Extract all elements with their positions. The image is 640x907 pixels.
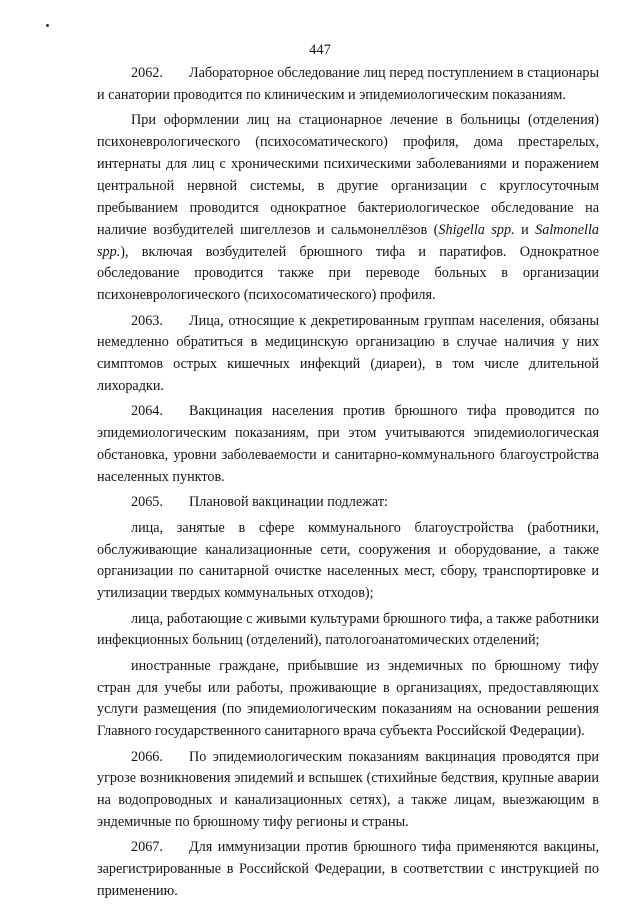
clause-number: 2063.: [131, 312, 163, 329]
italic-term-salmonella: Salmonella spp.: [97, 221, 599, 260]
clause-number: 2066.: [131, 748, 163, 765]
paragraph-text: лица, занятые в сфере коммунального благоустройства (работники, обслуживающие канализационные сети, сооружения и оборудование, а также организации по санитарной очистке населенных мест, сбору, транспортировке и утилизации твердых коммунальных отходов);: [97, 519, 599, 602]
clause-number: 2062.: [131, 65, 163, 81]
paragraph-text: лица, работающие с живыми культурами брюшного тифа, а также работники инфекционных больниц (отделений), патологоанатомических отделений;: [97, 610, 599, 649]
paragraph-2062-admission: [97, 110, 599, 307]
list-item-communal-workers: [97, 518, 599, 606]
paragraph-text: Вакцинация населения против брюшного тифа проводится по эпидемиологическим показаниям, при этом учитываются эпидемиологическая обстановка, уровни заболеваемости и санитарно-коммунального благоустройства населенных пунктов.: [97, 403, 599, 486]
italic-term-shigella: Shigella spp.: [438, 221, 515, 238]
paragraph-2064: [97, 401, 599, 489]
paragraph-text: Лица, относящие к декретированным группам населения, обязаны немедленно обратиться в медицинскую организацию в случае наличия у них симптомов острых кишечных инфекций (диареи), в том числе длительной лихорадки.: [97, 312, 599, 395]
paragraph-text-mid: и: [514, 221, 536, 238]
clause-number: 2067.: [131, 839, 163, 856]
list-item-foreign-citizens: [97, 656, 599, 744]
paragraph-2067: [97, 837, 599, 903]
paragraph-text: При оформлении лиц на стационарное лечение в больницы (отделения) психоневрологического (психосоматического) профиля, дома престарелых, интернаты для лиц с хроническими психическими заболеваниями и поражением центральной нервной системы, в другие организации с круглосуточным пребыванием проводится однократное бактериологическое обследование на наличие возбудителей шигеллезов и сальмонеллёзов (: [97, 112, 599, 238]
paragraph-2062: [97, 63, 599, 107]
paragraph-text: Плановой вакцинации подлежат:: [189, 494, 388, 511]
paragraph-text: По эпидемиологическим показаниям вакцинация проводятся при угрозе возникновения эпидемий и вспышек (стихийные бедствия, крупные аварии на водопроводных и канализационных сетях), а также лицам, выезжающим в эндемичные по брюшному тифу регионы и страны.: [97, 748, 599, 831]
paragraph-2065: [97, 492, 599, 514]
list-item-lab-workers: [97, 609, 599, 653]
paragraph-text-tail: ), включая возбудителей брюшного тифа и паратифов. Однократное обследование проводится также при переводе больных в организации психоневрологического (психосоматического) профиля.: [97, 243, 599, 304]
paragraph-text: Для иммунизации против брюшного тифа применяются вакцины, зарегистрированные в Российской Федерации, в соответствии с инструкцией по применению.: [97, 839, 599, 900]
document-body: [97, 63, 599, 907]
paragraph-text: Лабораторное обследование лиц перед поступлением в стационары и санатории проводится по клиническим и эпидемиологическим показаниям.: [97, 65, 599, 103]
paragraph-2066: [97, 747, 599, 835]
clause-number: 2065.: [131, 494, 163, 511]
paragraph-text: иностранные граждане, прибывшие из эндемичных по брюшному тифу стран для учебы или работы, проживающие в организациях, предоставляющих услуги размещения (по эпидемиологическим показаниям на основании решения Главного государственного санитарного врача субъекта Российской Федерации).: [97, 657, 599, 740]
paragraph-2063: [97, 311, 599, 399]
clause-number: 2064.: [131, 403, 163, 420]
page-number: 447: [309, 42, 331, 58]
scan-speck: [46, 24, 49, 27]
